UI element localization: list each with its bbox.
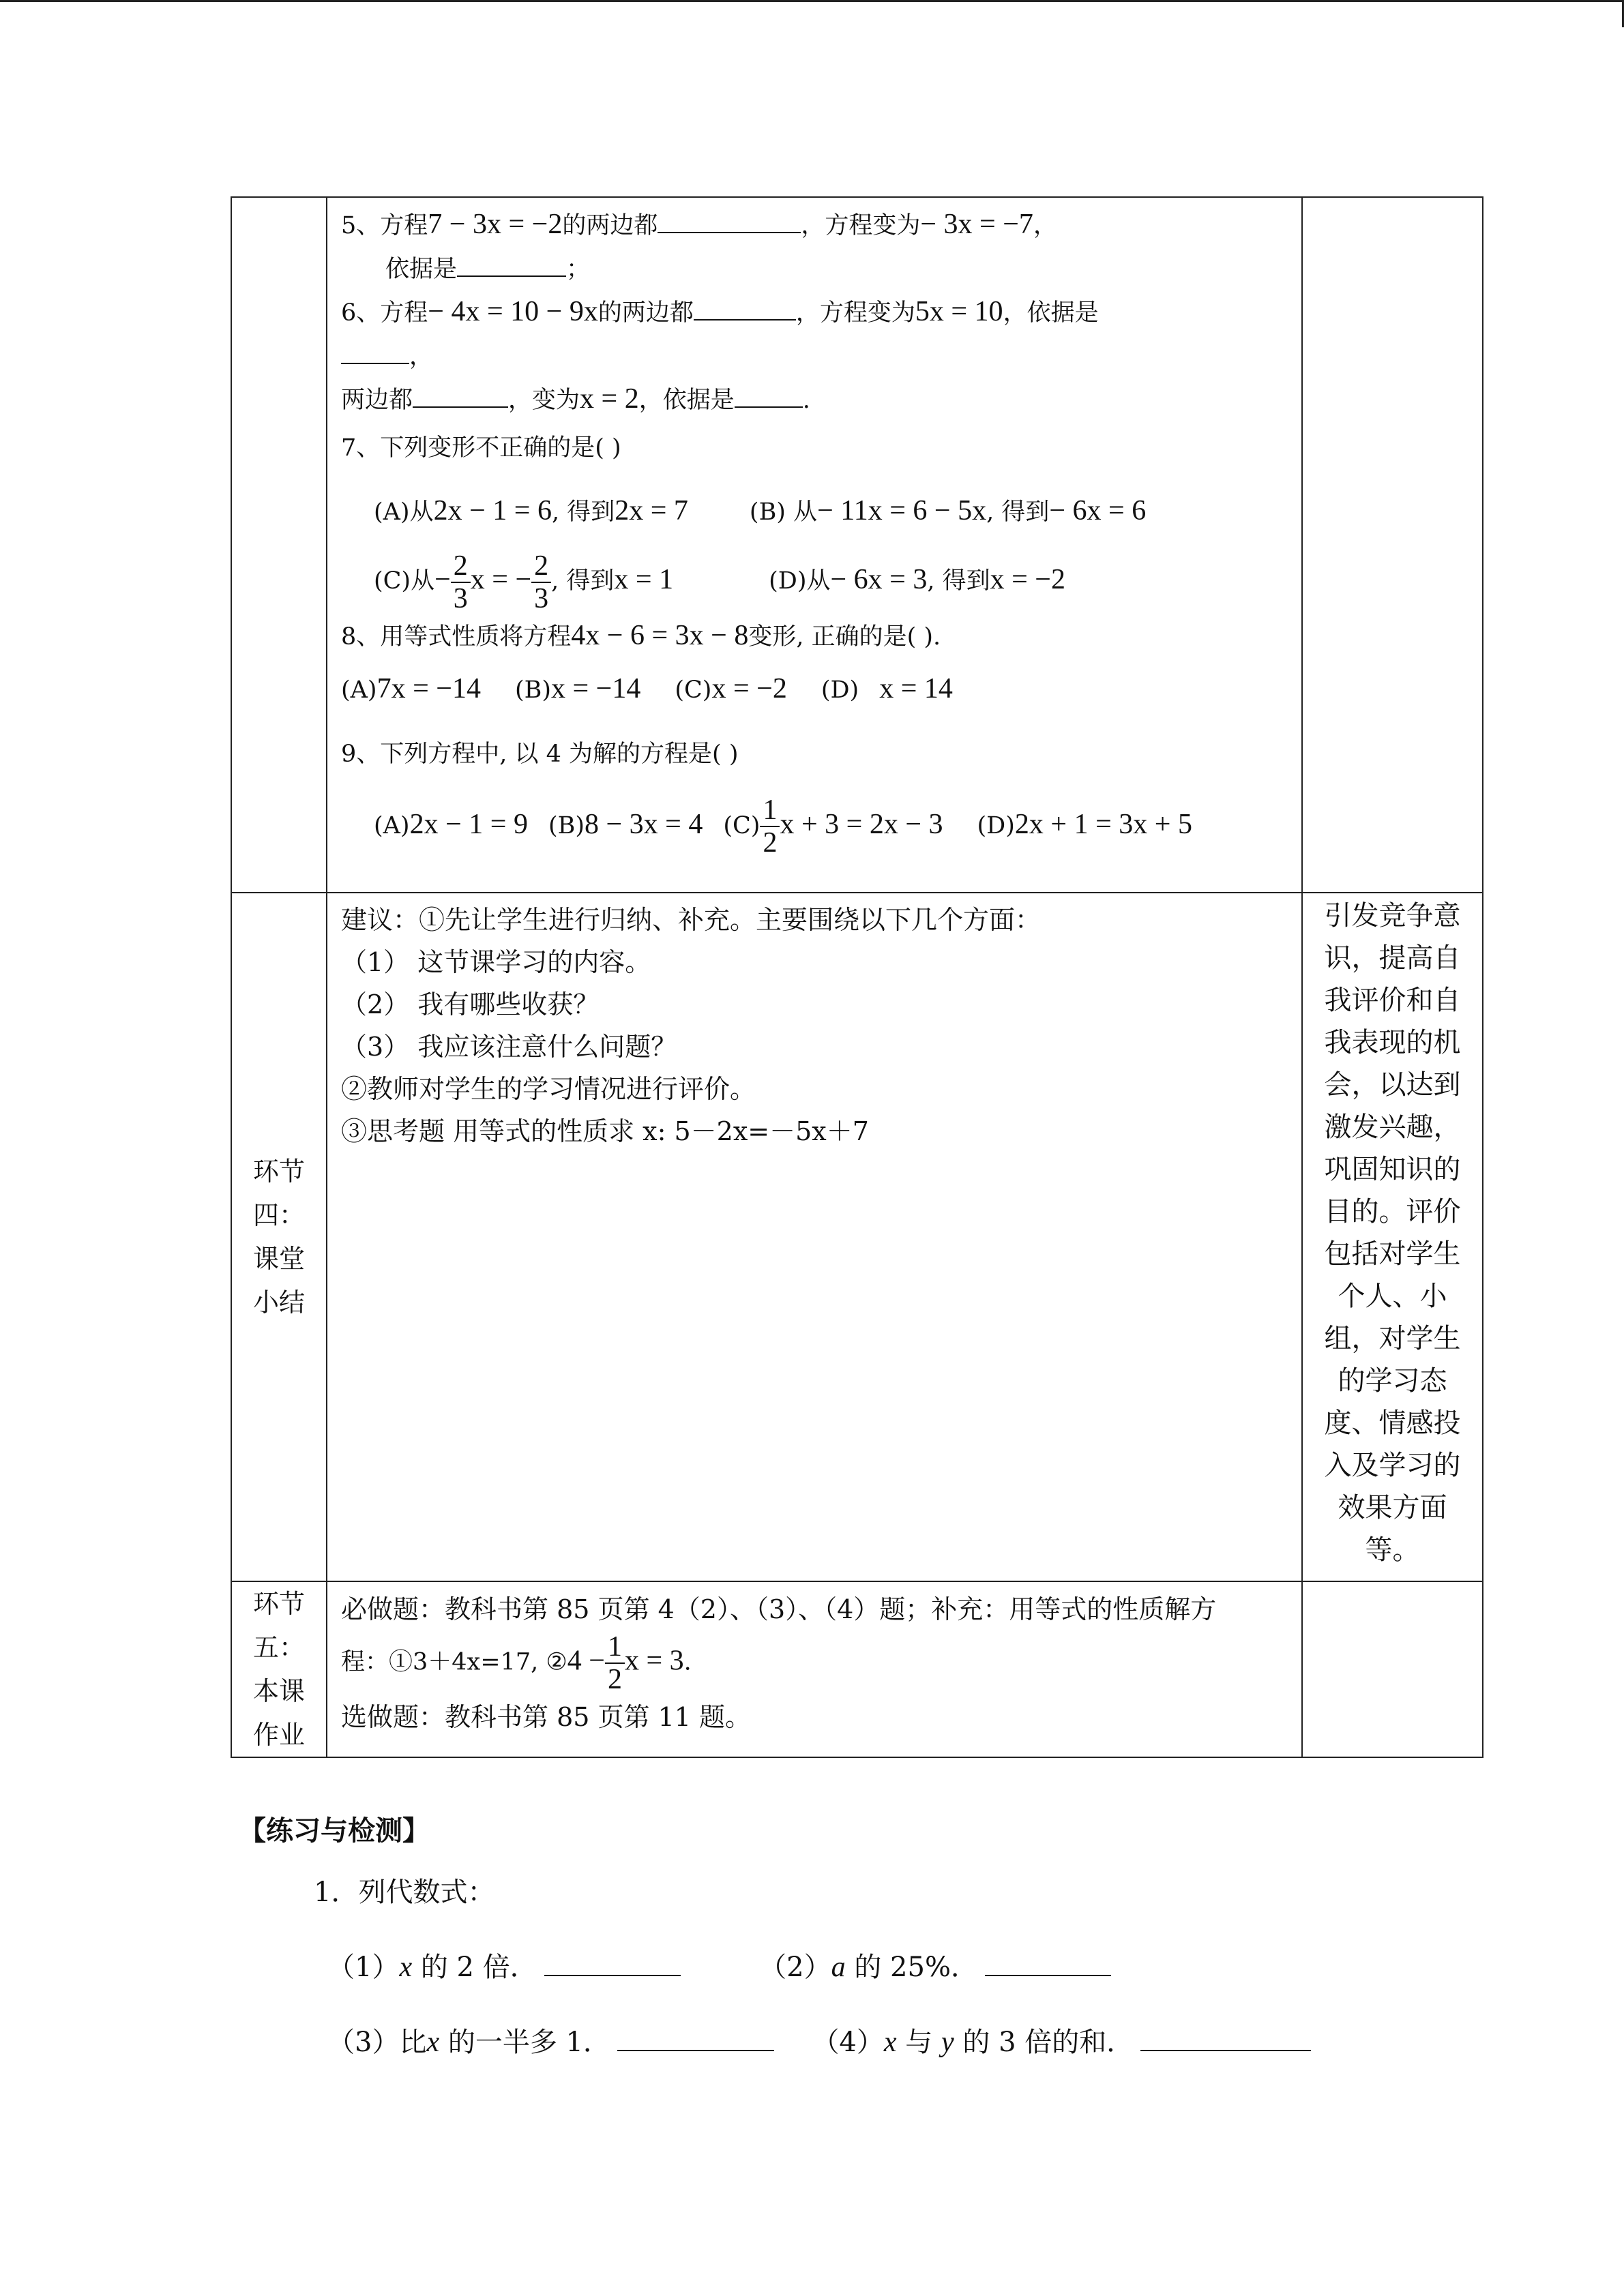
practice-items-3-4: （3）比x 的一半多 1． （4）x 与 y 的 3 倍的和． [239,2022,1311,2063]
homework-line3: 选做题：教科书第 85 页第 11 题。 [341,1702,752,1732]
q8-options: (A)7x = −14 (B)x = −14 (C)x = −2 (D) x = 14 [341,672,953,704]
section4-label: 环节四：课堂小结 [231,893,327,1581]
q9-stem: 9、下列方程中, 以 4 为解的方程是( ) [341,740,739,768]
summary-line: ②教师对学生的学习情况进行评价。 [341,1074,756,1104]
fraction: $\frac{1}{2}$ [760,794,780,859]
q6-line2: ， [341,334,1288,378]
q9-options: (A)2x − 1 = 9 (B)8 − 3x = 4 (C) $\frac{1}{2}$ x + 3 = 2x − 3 (D)2x + 1 = 3x + 5 [374,794,1192,859]
q8-stem: 8、用等式性质将方程4x − 6 = 3x − 8变形, 正确的是( ). [341,619,941,651]
table-row-section4 [231,893,1483,1581]
fraction: $\frac{2}{3}$ [451,550,471,614]
fraction: $\frac{2}{3}$ [531,550,551,614]
q7-stem: 7、下列变形不正确的是( ) [341,434,621,462]
section5-label: 环节五：本课作业 [231,1581,327,1757]
summary-line: （1） 这节课学习的内容。 [341,947,651,977]
summary-cell [327,893,1302,1581]
summary-line: （2） 我有哪些收获？ [341,989,600,1019]
q5-line1: 5、方程7 − 3x = −2的两边都 ，方程变为− 3x = −7， [341,203,1288,247]
note-cell-empty [1302,1581,1483,1757]
summary-line: ③思考题 用等式的性质求 x: 5－2x=－5x＋7 [341,1116,869,1146]
note-cell-empty [1302,197,1483,893]
table-row-section5 [231,1581,1483,1757]
exercise-cell [327,197,1302,893]
label-cell-empty [231,197,327,893]
q6-line1: 6、方程− 4x = 10 − 9x的两边都 ，方程变为5x = 10，依据是 [341,290,1288,334]
summary-line: 建议：①先让学生进行归纳、补充。主要围绕以下几个方面： [341,905,1042,935]
homework-cell [327,1581,1302,1757]
practice-items-1-2: （1）x 的 2 倍． （2）a 的 25%． [239,1947,1311,1988]
table-row-exercises [231,197,1483,893]
q7-options-cd: (C)从− $\frac{2}{3}$ x = − $\frac{2}{3}$ , 得到x = 1 (D)从− 6x = 3, 得到x = −2 [374,550,1065,614]
homework-line2: 程：①3＋4x=17, ②4 − $\frac{1}{2}$ x = 3. [341,1631,692,1695]
section4-note: 引发竞争意识，提高自我评价和自我表现的机会，以达到激发兴趣，巩固知识的目的。评价包括对学生个人、小组，对学生的学习态度、情感投入及学习的效果方面等。 [1302,893,1483,1581]
summary-line: （3） 我应该注意什么问题？ [341,1032,677,1062]
q6-line3: 两边都 ，变为x = 2，依据是 . [341,378,1288,421]
lesson-table [231,196,1483,1758]
homework-line1: 必做题：教科书第 85 页第 4（2）、（3）、（4）题；补充：用等式的性质解方 [341,1594,1217,1624]
practice-title: 【练习与检测】 [239,1815,430,1847]
fraction: $\frac{1}{2}$ [605,1631,625,1695]
q5-line2: 依据是 ； [341,247,1288,290]
practice-question: 1．列代数式： [314,1877,495,1908]
top-border-line [0,0,1624,2]
q7-options-ab: (A)从2x − 1 = 6, 得到2x = 7 (B) 从− 11x = 6 − 5x, 得到− 6x = 6 [374,495,1147,526]
practice-section [239,1810,1311,2063]
